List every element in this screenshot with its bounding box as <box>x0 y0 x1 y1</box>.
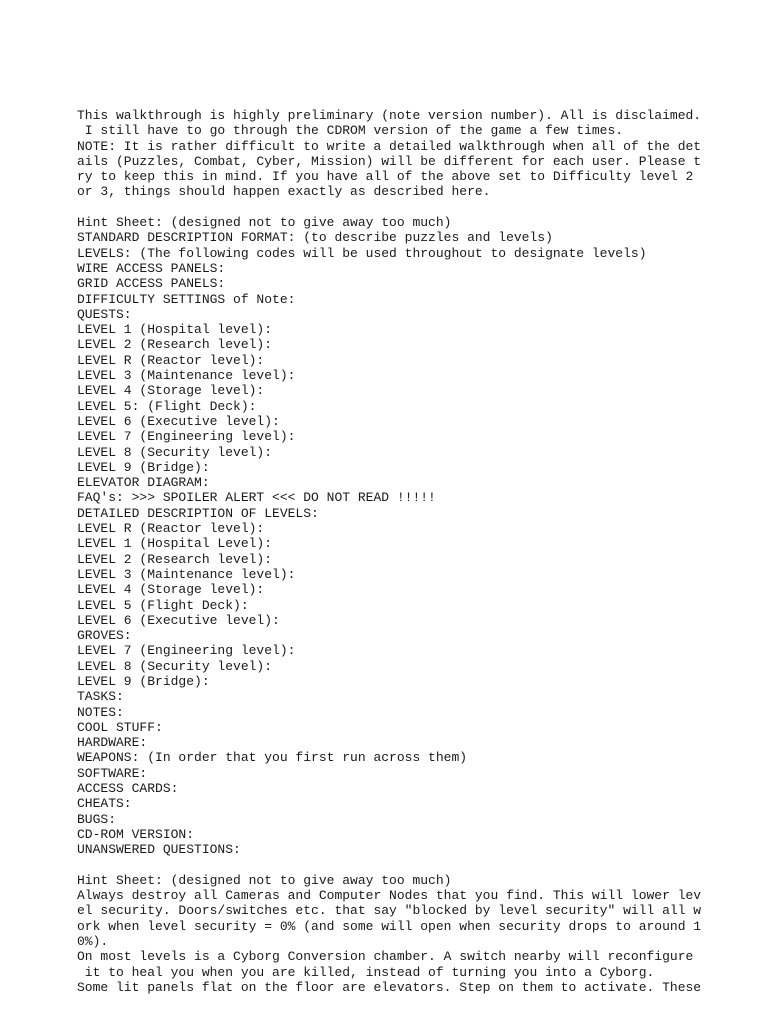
text-line: LEVEL 7 (Engineering level): <box>77 429 296 445</box>
text-line: ELEVATOR DIAGRAM: <box>77 475 210 491</box>
text-line: LEVEL 9 (Bridge): <box>77 459 210 475</box>
text-line: Hint Sheet: (designed not to give away too much) <box>77 215 452 231</box>
text-line: TASKS: <box>77 689 124 705</box>
text-line: LEVEL R (Reactor level): <box>77 352 265 368</box>
text-line: HARDWARE: <box>77 735 148 751</box>
text-line: CD-ROM VERSION: <box>77 826 195 842</box>
text-line: FAQ's: >>> SPOILER ALERT <<< DO NOT READ !!!!! <box>77 490 436 506</box>
text-line: el security. Doors/switches etc. that say "blocked by level security" will all w <box>77 903 702 919</box>
text-line: This walkthrough is highly preliminary (note version number). All is disclaimed. <box>77 108 702 123</box>
text-line: LEVEL 4 (Storage level): <box>77 582 265 598</box>
text-line: UNANSWERED QUESTIONS: <box>77 842 241 858</box>
document-page <box>77 108 757 995</box>
text-line: STANDARD DESCRIPTION FORMAT: (to describe puzzles and levels) <box>77 230 553 246</box>
text-line: it to heal you when you are killed, instead of turning you into a Cyborg. <box>77 964 655 980</box>
text-line: ails (Puzzles, Combat, Cyber, Mission) will be different for each user. Please t <box>77 153 702 169</box>
text-line: 0%). <box>77 934 109 950</box>
text-line: LEVEL 1 (Hospital Level): <box>77 536 273 552</box>
text-line: WEAPONS: (In order that you first run across them) <box>77 750 468 766</box>
text-line: LEVEL 8 (Security level): <box>77 444 273 460</box>
text-line: QUESTS: <box>77 306 132 322</box>
text-line: or 3, things should happen exactly as described here. <box>77 184 491 200</box>
text-line: LEVEL 2 (Research level): <box>77 337 273 353</box>
text-line: DETAILED DESCRIPTION OF LEVELS: <box>77 505 319 521</box>
text-line: DIFFICULTY SETTINGS of Note: <box>77 291 296 307</box>
paragraph-gap <box>77 858 757 873</box>
text-line: LEVEL 1 (Hospital level): <box>77 322 273 338</box>
text-line: Hint Sheet: (designed not to give away too much) <box>77 872 452 888</box>
text-line: LEVEL 4 (Storage level): <box>77 383 265 399</box>
table-of-contents <box>77 215 757 857</box>
text-line: ACCESS CARDS: <box>77 781 179 797</box>
text-line: LEVEL 5: (Flight Deck): <box>77 398 257 414</box>
text-line: LEVEL 3 (Maintenance level): <box>77 566 296 582</box>
text-line: CHEATS: <box>77 796 132 812</box>
text-line: Some lit panels flat on the floor are elevators. Step on them to activate. These <box>77 979 702 995</box>
text-line: On most levels is a Cyborg Conversion chamber. A switch nearby will reconfigure <box>77 949 694 965</box>
hint-sheet-section <box>77 873 757 995</box>
text-line: BUGS: <box>77 811 117 827</box>
text-line: GRID ACCESS PANELS: <box>77 276 226 292</box>
text-line: I still have to go through the CDROM version of the game a few times. <box>77 123 624 139</box>
text-line: LEVEL 3 (Maintenance level): <box>77 368 296 384</box>
text-line: SOFTWARE: <box>77 765 148 781</box>
text-line: ork when level security = 0% (and some will open when security drops to around 1 <box>77 918 702 934</box>
text-line: LEVELS: (The following codes will be used throughout to designate levels) <box>77 245 647 261</box>
text-line: NOTES: <box>77 704 124 720</box>
text-line: LEVEL 2 (Research level): <box>77 551 273 567</box>
text-line: LEVEL 8 (Security level): <box>77 658 273 674</box>
text-line: LEVEL 6 (Executive level): <box>77 413 280 429</box>
text-line: COOL STUFF: <box>77 719 163 735</box>
text-line: Always destroy all Cameras and Computer Nodes that you find. This will lower lev <box>77 888 702 904</box>
text-line: LEVEL 6 (Executive level): <box>77 612 280 628</box>
text-line: LEVEL 7 (Engineering level): <box>77 643 296 659</box>
text-line: WIRE ACCESS PANELS: <box>77 260 226 276</box>
paragraph-gap <box>77 200 757 215</box>
intro-paragraph <box>77 108 757 200</box>
text-line: LEVEL R (Reactor level): <box>77 521 265 537</box>
text-line: GROVES: <box>77 628 132 644</box>
text-line: NOTE: It is rather difficult to write a detailed walkthrough when all of the det <box>77 138 702 154</box>
text-line: LEVEL 9 (Bridge): <box>77 673 210 689</box>
text-line: ry to keep this in mind. If you have all of the above set to Difficulty level 2 <box>77 169 694 185</box>
text-line: LEVEL 5 (Flight Deck): <box>77 597 249 613</box>
